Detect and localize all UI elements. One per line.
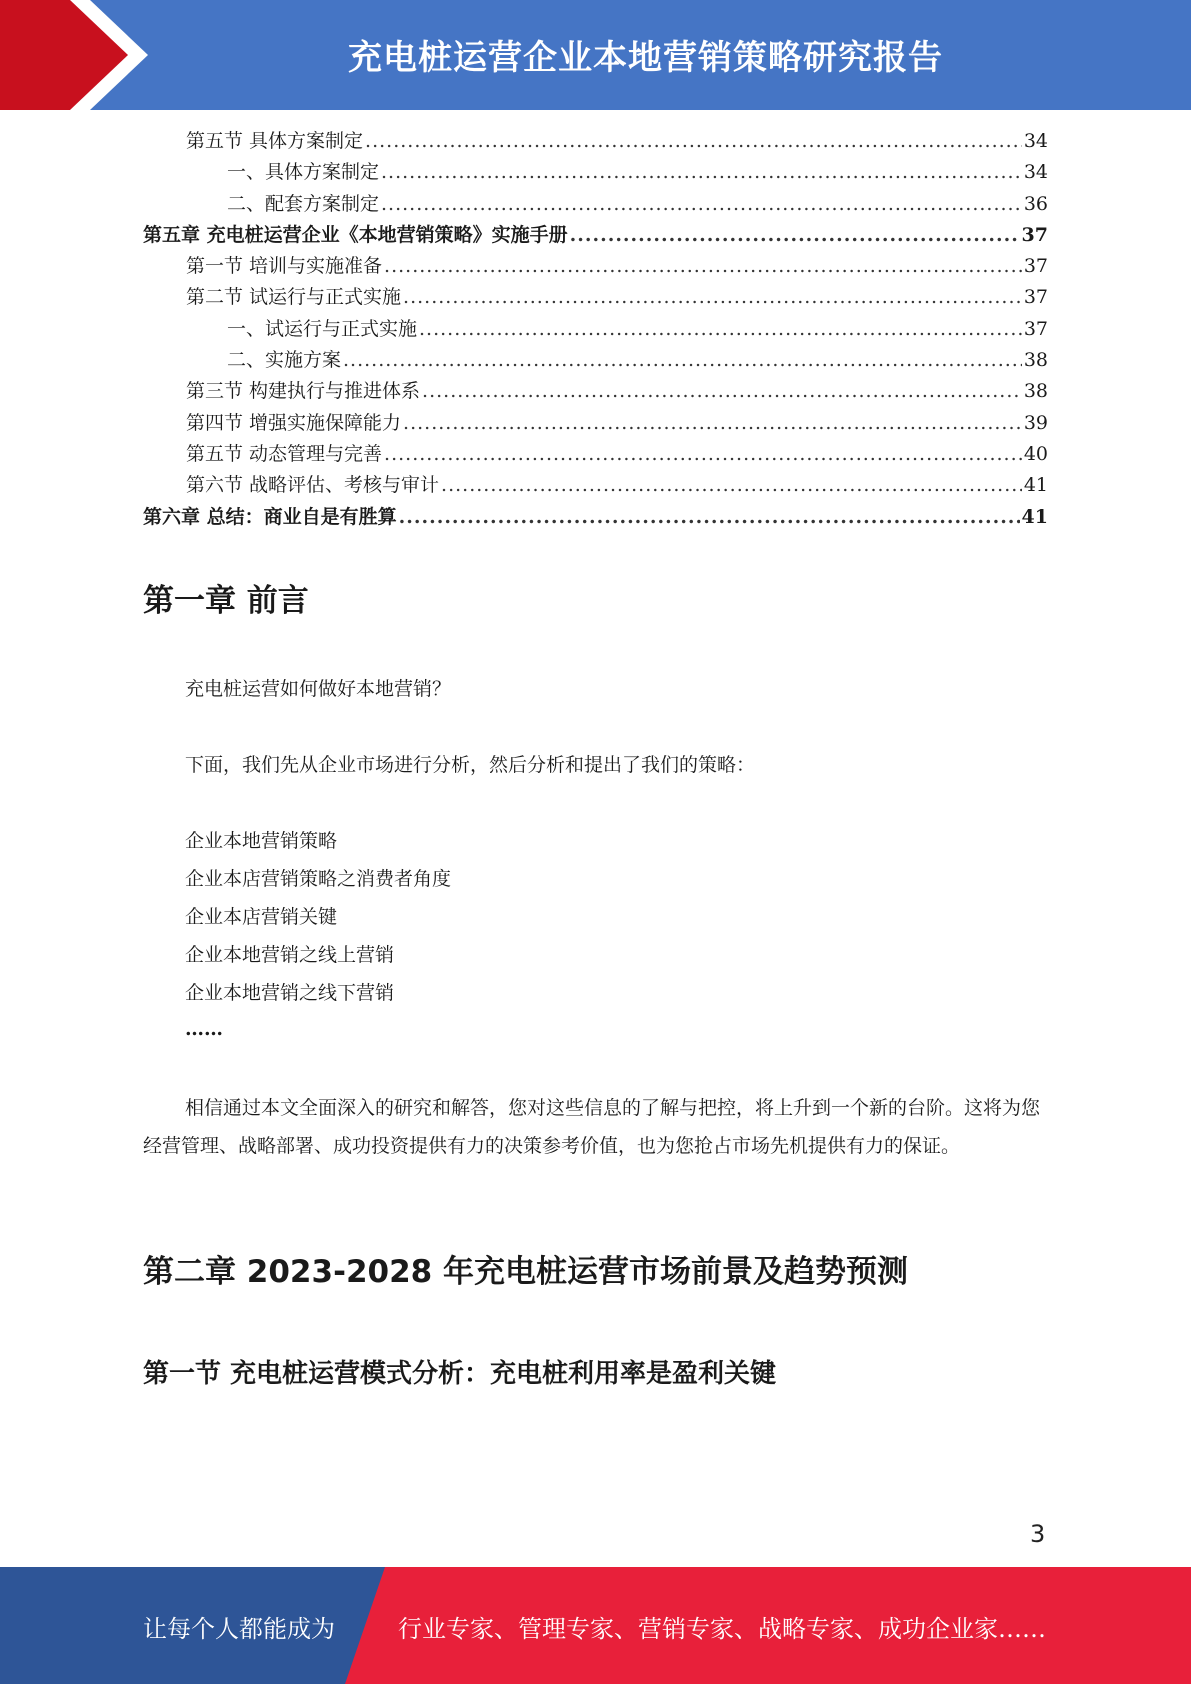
toc-entry-title: 第四节 增强实施保障能力	[186, 411, 402, 434]
toc-entry-page: 39	[1023, 411, 1048, 434]
toc-dot-leader	[570, 220, 1020, 251]
toc-dot-leader	[384, 439, 1022, 470]
toc-entry-page: 37	[1023, 255, 1048, 278]
footer-slogan-right: 行业专家、管理专家、营销专家、战略专家、成功企业家……	[398, 1615, 1046, 1643]
toc-dot-leader	[365, 126, 1022, 157]
chapter-heading: 第二章 2023-2028 年充电桩运营市场前景及趋势预测	[143, 1254, 909, 1290]
toc-entry-title: 第一节 培训与实施准备	[186, 255, 383, 278]
page-footer	[0, 1567, 1191, 1684]
toc-entry[interactable]	[143, 314, 1048, 345]
toc-entry-page: 37	[1021, 223, 1048, 246]
toc-entry[interactable]	[143, 470, 1048, 501]
toc-entry-title: 第六章 总结：商业自是有胜算	[143, 505, 397, 528]
toc-entry[interactable]	[143, 220, 1048, 251]
toc-entry-title: 一、试运行与正式实施	[227, 317, 418, 340]
toc-entry[interactable]	[143, 502, 1048, 533]
toc-entry-page: 41	[1021, 505, 1048, 528]
toc-entry-page: 41	[1023, 474, 1048, 497]
toc-entry-title: 二、实施方案	[227, 349, 342, 372]
list-item: 企业本地营销之线上营销	[185, 944, 395, 966]
toc-entry-title: 二、配套方案制定	[227, 192, 380, 215]
footer-slogan-left: 让每个人都能成为	[143, 1615, 335, 1643]
toc-entry[interactable]	[143, 157, 1048, 188]
toc-entry-title: 一、具体方案制定	[227, 161, 380, 184]
toc-dot-leader	[422, 376, 1022, 407]
toc-dot-leader	[399, 502, 1020, 533]
toc-dot-leader	[419, 314, 1022, 345]
toc-entry-title: 第三节 构建执行与推进体系	[186, 380, 421, 403]
list-item: 企业本店营销关键	[185, 906, 338, 928]
toc-entry-title: 第五节 具体方案制定	[186, 130, 364, 152]
toc-entry[interactable]	[143, 376, 1048, 407]
toc-dot-leader	[381, 189, 1022, 220]
toc-entry-page: 37	[1023, 286, 1048, 309]
list-item: ……	[185, 1018, 223, 1040]
toc-entry-page: 34	[1023, 161, 1048, 184]
toc-entry-title: 第五节 动态管理与完善	[186, 442, 383, 465]
toc-entry[interactable]	[143, 439, 1048, 470]
toc-dot-leader	[441, 470, 1022, 501]
question-paragraph: 充电桩运营如何做好本地营销？	[185, 678, 452, 700]
list-item: 企业本地营销策略	[185, 830, 338, 852]
toc-dot-leader	[403, 282, 1022, 313]
toc-entry-title: 第二节 试运行与正式实施	[186, 286, 402, 309]
intro-paragraph: 下面，我们先从企业市场进行分析，然后分析和提出了我们的策略：	[185, 754, 756, 776]
toc-entry[interactable]	[143, 126, 1048, 157]
conclusion-paragraph: 相信通过本文全面深入的研究和解答，您对这些信息的了解与把控，将上升到一个新的台阶。这将为您经营管理、战略部署、成功投资提供有力的决策参考价值，也为您抢占市场先机提供有力的保证。	[143, 1097, 1041, 1157]
chapter-heading: 第一章 前言	[143, 583, 309, 619]
toc-entry[interactable]	[143, 345, 1048, 376]
toc-dot-leader	[381, 157, 1022, 188]
toc-dot-leader	[384, 251, 1022, 282]
toc-entry[interactable]	[143, 251, 1048, 282]
toc-entry[interactable]	[143, 189, 1048, 220]
page-number: 3	[1030, 1520, 1046, 1548]
toc-entry[interactable]	[143, 408, 1048, 439]
page-header	[0, 0, 1191, 110]
table-of-contents	[143, 126, 1048, 533]
toc-entry-page: 38	[1023, 380, 1048, 403]
toc-entry-page: 37	[1023, 317, 1048, 340]
toc-entry-page: 40	[1023, 442, 1048, 465]
section-heading: 第一节 充电桩运营模式分析：充电桩利用率是盈利关键	[143, 1359, 777, 1389]
toc-entry-title: 第五章 充电桩运营企业《本地营销策略》实施手册	[143, 223, 568, 246]
toc-entry-page: 36	[1023, 192, 1048, 215]
list-item: 企业本店营销策略之消费者角度	[185, 868, 452, 890]
toc-dot-leader	[403, 408, 1022, 439]
toc-entry[interactable]	[143, 282, 1048, 313]
toc-entry-page: 34	[1023, 130, 1048, 152]
toc-dot-leader	[343, 345, 1022, 376]
toc-entry-title: 第六节 战略评估、考核与审计	[186, 474, 440, 497]
list-item: 企业本地营销之线下营销	[185, 982, 395, 1004]
report-title: 充电桩运营企业本地营销策略研究报告	[348, 38, 943, 78]
toc-entry-page: 38	[1023, 349, 1048, 372]
